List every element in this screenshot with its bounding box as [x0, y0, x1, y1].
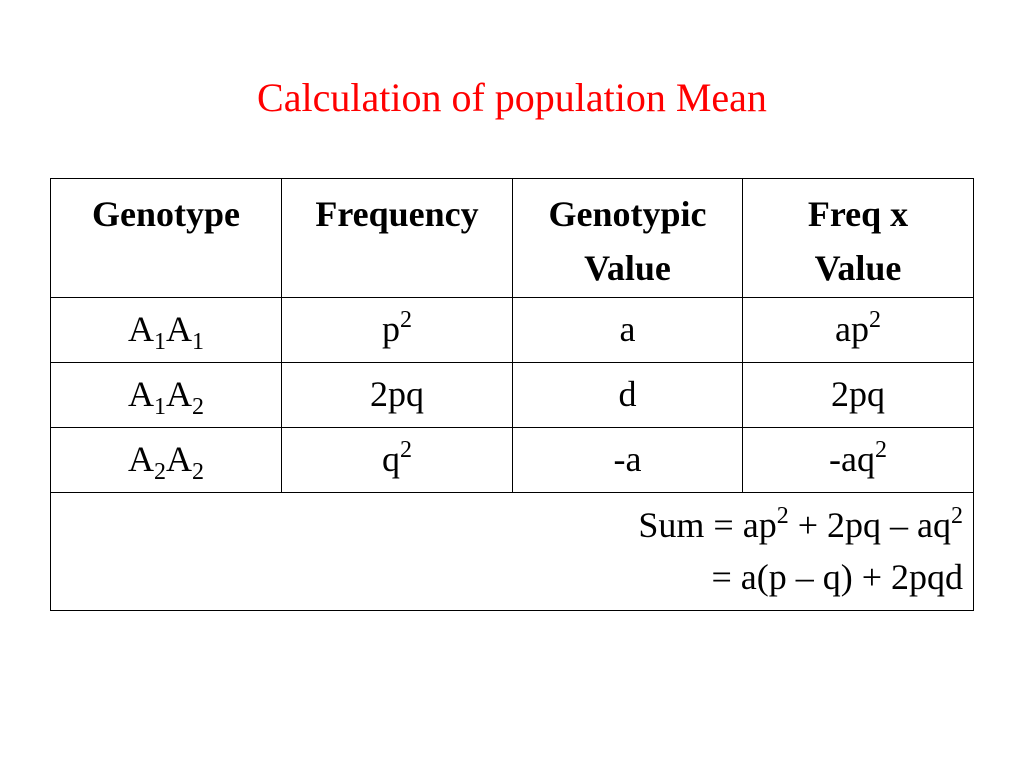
product-cell	[743, 298, 974, 363]
genotypic-value: a	[619, 309, 636, 349]
sum-exponent: 2	[776, 503, 789, 529]
allele-subscript: 2	[192, 459, 204, 485]
table-row	[51, 428, 974, 493]
header-freq-x-value	[743, 179, 974, 298]
allele-letter: A	[128, 439, 154, 479]
slide-title: Calculation of population Mean	[257, 75, 767, 120]
header-freq-x-value-line2: Value	[814, 248, 902, 288]
genotype-cell	[51, 363, 282, 428]
frequency-base: q	[382, 439, 400, 479]
product-base: 2pq	[831, 374, 885, 414]
header-genotype-label: Genotype	[92, 194, 240, 234]
frequency-cell	[282, 363, 513, 428]
frequency-base: p	[382, 309, 400, 349]
product-base: ap	[835, 309, 869, 349]
header-frequency	[282, 179, 513, 298]
genotypic-value: -a	[613, 439, 642, 479]
header-freq-x-value-line1: Freq x	[807, 194, 909, 234]
sum-cell	[51, 493, 974, 611]
frequency-cell	[282, 428, 513, 493]
product-exponent: 2	[868, 307, 881, 333]
allele-subscript: 1	[192, 329, 204, 355]
allele-letter: A	[166, 309, 192, 349]
sum-line-1	[51, 499, 963, 551]
sum-line-1-part-2: + 2pq – aq	[788, 505, 951, 545]
genotypic-value: d	[618, 374, 637, 414]
product-exponent: 2	[874, 437, 887, 463]
allele-letter: A	[166, 439, 192, 479]
header-genotypic-value	[513, 179, 743, 298]
genotypic-value-cell	[513, 428, 743, 493]
product-cell	[743, 363, 974, 428]
header-genotype	[51, 179, 282, 298]
sum-line-2: = a(p – q) + 2pqd	[711, 557, 963, 597]
product-cell	[743, 428, 974, 493]
frequency-exponent: 2	[400, 307, 412, 333]
genotype-cell	[51, 428, 282, 493]
table-row	[51, 363, 974, 428]
allele-letter: A	[166, 374, 192, 414]
product-base: -aq	[829, 439, 875, 479]
header-genotypic-value-line2: Value	[584, 248, 671, 288]
frequency-base: 2pq	[370, 374, 424, 414]
frequency-exponent: 2	[400, 437, 412, 463]
sum-line-1-part-1: Sum = ap	[638, 505, 777, 545]
genotypic-value-cell	[513, 298, 743, 363]
header-frequency-label: Frequency	[315, 194, 479, 234]
frequency-cell	[282, 298, 513, 363]
allele-subscript: 2	[192, 394, 204, 420]
header-genotypic-value-line1: Genotypic	[548, 194, 707, 234]
allele-subscript: 2	[154, 459, 166, 485]
sum-exponent: 2	[951, 503, 963, 529]
genotypic-value-cell	[513, 363, 743, 428]
allele-letter: A	[128, 309, 154, 349]
genotype-table	[50, 178, 974, 611]
table-row	[51, 298, 974, 363]
allele-subscript: 1	[154, 329, 166, 355]
allele-letter: A	[128, 374, 154, 414]
table-header-row	[51, 179, 974, 298]
sum-row	[51, 493, 974, 611]
allele-subscript: 1	[154, 394, 166, 420]
genotype-cell	[51, 298, 282, 363]
